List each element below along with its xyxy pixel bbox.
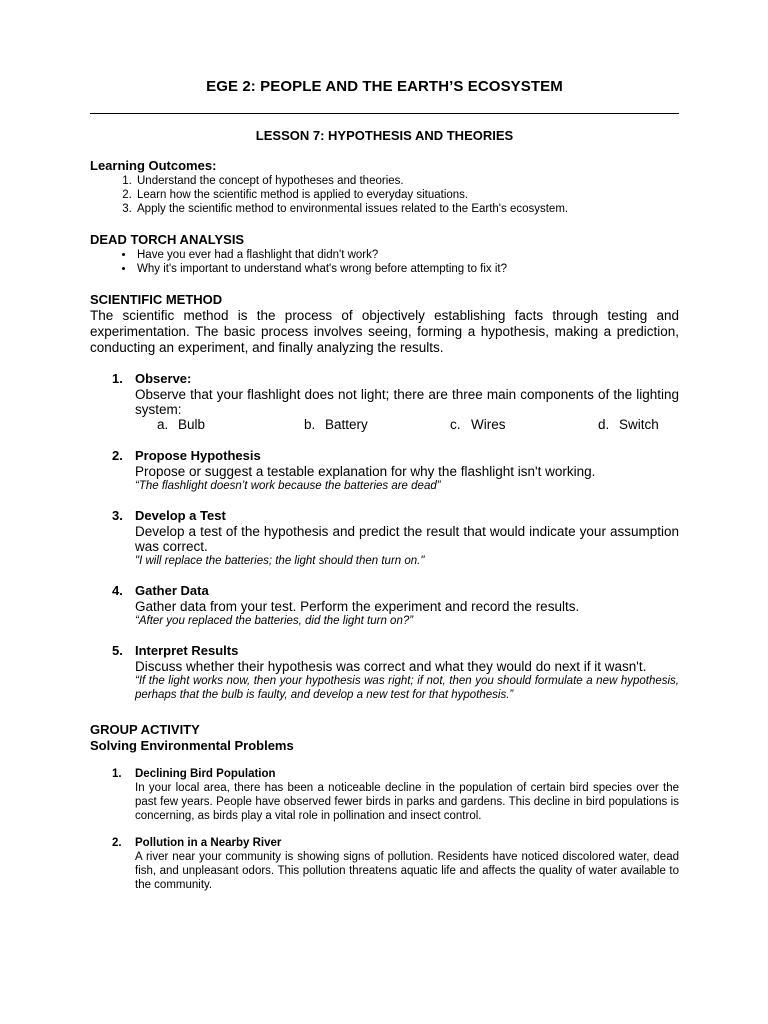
step-number: 2. xyxy=(112,448,123,463)
step-text: Develop a test of the hypothesis and predict the result that would indicate your assumption was correct. xyxy=(135,524,679,554)
problem-title: Pollution in a Nearby River xyxy=(135,837,282,849)
lesson-title: LESSON 7: HYPOTHESIS AND THEORIES xyxy=(255,128,514,143)
component-letter: c. xyxy=(450,417,461,432)
problem-item xyxy=(90,767,679,823)
scientific-method-intro: The scientific method is the process of objectively establishing facts through testing and experimentation. The basic process involves seeing, forming a hypothesis, making a prediction, conducting an experiment, and finally analyzing the results. xyxy=(90,308,679,355)
group-activity-heading: GROUP ACTIVITY xyxy=(90,722,200,737)
step-title: Propose Hypothesis xyxy=(135,448,261,463)
scientific-method-heading: SCIENTIFIC METHOD xyxy=(90,292,223,307)
component-item xyxy=(304,417,450,433)
problem-text: In your local area, there has been a noticeable decline in the population of certain bird species over the past few years. People have observed fewer birds in parks and gardens. This decline in bird populations is concerning, as birds play a vital role in pollination and insect control. xyxy=(135,782,679,822)
group-activity-subheading: Solving Environmental Problems xyxy=(90,738,294,753)
step-example-quote: “After you replaced the batteries, did the light turn on?” xyxy=(135,615,414,627)
component-name: Switch xyxy=(619,417,659,432)
list-item: 1. Understand the concept of hypotheses and theories. xyxy=(135,174,679,188)
problem-number: 1. xyxy=(112,768,122,780)
learning-outcomes-section xyxy=(90,158,679,216)
component-name: Battery xyxy=(325,417,368,432)
step-text: Gather data from your test. Perform the experiment and record the results. xyxy=(135,599,580,614)
step-title: Interpret Results xyxy=(135,643,239,658)
learning-outcomes-list xyxy=(90,174,679,216)
step-title: Gather Data xyxy=(135,583,209,598)
dead-torch-list xyxy=(90,248,679,276)
document-body xyxy=(90,158,679,892)
problem-title: Declining Bird Population xyxy=(135,768,276,780)
step-example-quote: "I will replace the batteries; the light should then turn on." xyxy=(135,555,425,567)
component-item xyxy=(598,417,659,433)
step-number: 5. xyxy=(112,643,123,658)
step-number: 1. xyxy=(112,371,123,386)
title-divider xyxy=(90,113,679,114)
learning-outcomes-heading: Learning Outcomes: xyxy=(90,158,217,173)
step-number: 3. xyxy=(112,508,123,523)
dead-torch-section xyxy=(90,232,679,276)
list-item: 3. Apply the scientific method to environmental issues related to the Earth's ecosystem. xyxy=(135,202,679,216)
dead-torch-heading: DEAD TORCH ANALYSIS xyxy=(90,232,245,247)
step-text: Propose or suggest a testable explanation for why the flashlight isn't working. xyxy=(135,464,596,479)
document-title: EGE 2: PEOPLE AND THE EARTH’S ECOSYSTEM xyxy=(206,78,563,95)
problem-text: A river near your community is showing signs of pollution. Residents have noticed discolored water, dead fish, and unpleasant odors. This pollution threatens aquatic life and affects the quality of water available to the community. xyxy=(135,851,679,891)
component-letter: b. xyxy=(304,417,316,432)
problem-number: 2. xyxy=(112,837,122,849)
component-item xyxy=(450,417,598,433)
step-number: 4. xyxy=(112,583,123,598)
step-example-quote: “If the light works now, then your hypothesis was right; if not, then you should formulate a new hypothesis, perhaps that the bulb is faulty, and develop a new test for that hypothesis.” xyxy=(135,675,679,701)
component-name: Bulb xyxy=(178,417,206,432)
step-title: Develop a Test xyxy=(135,508,226,523)
step-interpret-results xyxy=(90,643,679,702)
list-item: 2. Learn how the scientific method is applied to everyday situations. xyxy=(135,188,679,202)
problem-item xyxy=(90,836,679,892)
group-activity-section xyxy=(90,722,679,892)
component-letter: a. xyxy=(157,417,169,432)
component-name: Wires xyxy=(471,417,506,432)
step-propose-hypothesis xyxy=(90,448,679,493)
step-gather-data xyxy=(90,583,679,628)
step-text: Observe that your flashlight does not light; there are three main components of the lighting system: xyxy=(135,387,679,417)
component-item xyxy=(157,417,304,433)
step-title: Observe: xyxy=(135,371,192,386)
component-letter: d. xyxy=(598,417,610,432)
step-develop-test xyxy=(90,508,679,568)
components-list xyxy=(157,417,679,433)
step-observe xyxy=(90,371,679,433)
step-example-quote: “The flashlight doesn’t work because the batteries are dead” xyxy=(135,480,441,492)
list-item: • Have you ever had a flashlight that didn't work? xyxy=(135,248,679,262)
scientific-method-section xyxy=(90,292,679,702)
step-text: Discuss whether their hypothesis was correct and what they would do next if it wasn't. xyxy=(135,659,647,674)
list-item: • Why it's important to understand what's wrong before attempting to fix it? xyxy=(135,262,679,276)
